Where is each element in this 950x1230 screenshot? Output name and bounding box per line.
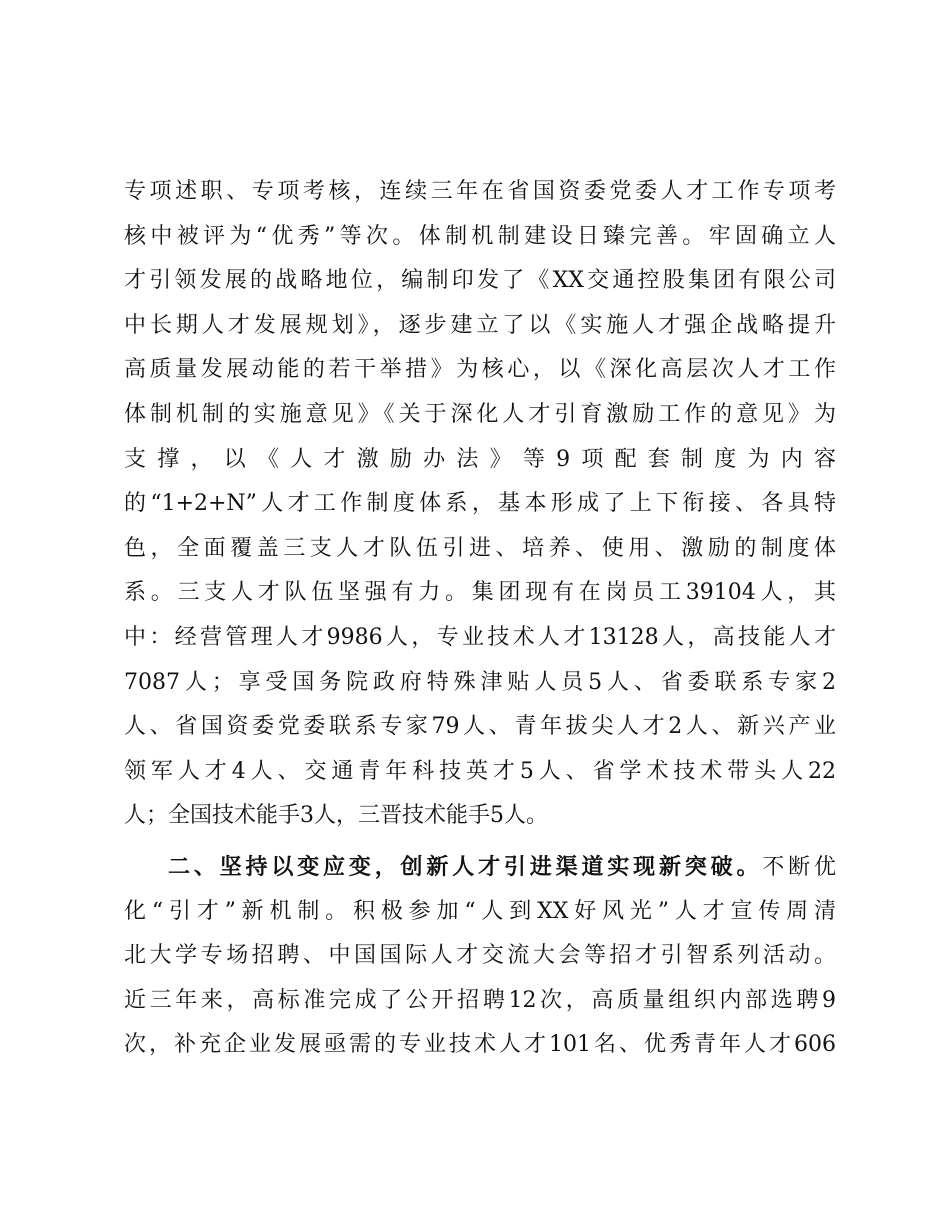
text-line: 专项述职、专项考核，连续三年在省国资委党委人才工作专项考: [124, 179, 836, 204]
text-line: 化“引才”新机制。积极参加“人到XX好风光”人才宣传周清: [124, 898, 836, 924]
text-line: 高质量发展动能的若干举措》为核心，以《深化高层次人才工作: [124, 357, 836, 383]
section-heading-line: [124, 845, 836, 890]
paragraph-2: [124, 845, 836, 1068]
text-line: 人；全国技术能手3人，三晋技术能手5人。: [124, 803, 548, 829]
body-text: [124, 170, 836, 1068]
text-line: 人、省国资委党委联系专家79人、青年拔尖人才2人、新兴产业: [124, 714, 836, 740]
text-line: 北大学专场招聘、中国国际人才交流大会等招才引智系列活动。: [124, 943, 836, 969]
text-line: 才引领发展的战略地位，编制印发了《XX交通控股集团有限公司: [124, 268, 836, 294]
text-line: 中长期人才发展规划》，逐步建立了以《实施人才强企战略提升: [124, 312, 836, 338]
text-line: 系。三支人才队伍坚强有力。集团现有在岗员工39104人，其: [124, 580, 836, 606]
text-line: 次，补充企业发展亟需的专业技术人才101名、优秀青年人才606: [124, 1032, 836, 1058]
text-line: 核中被评为“优秀”等次。体制机制建设日臻完善。牢固确立人: [124, 223, 836, 249]
paragraph-1: [124, 170, 836, 839]
text-line: 体制机制的实施意见》《关于深化人才引育激励工作的意见》为: [124, 401, 836, 427]
text-line: 色，全面覆盖三支人才队伍引进、培养、使用、激励的制度体: [124, 535, 836, 561]
text-line: 领军人才4人、交通青年科技英才5人、省学术技术带头人22: [124, 758, 836, 784]
text-line: 支撑，以《人才激励办法》等9项配套制度为内容: [124, 446, 836, 472]
heading-line-rest: 不断优: [762, 854, 836, 880]
section-heading: 二、坚持以变应变，创新人才引进渠道实现新突破。: [168, 853, 763, 880]
text-line: 近三年来，高标准完成了公开招聘12次，高质量组织内部选聘9: [124, 987, 836, 1013]
text-line: 的“1+2+N”人才工作制度体系，基本形成了上下衔接、各具特: [124, 491, 836, 517]
text-line: 7087人；享受国务院政府特殊津贴人员5人、省委联系专家2: [124, 669, 836, 695]
text-line: 中：经营管理人才9986人，专业技术人才13128人，高技能人才: [124, 624, 836, 650]
